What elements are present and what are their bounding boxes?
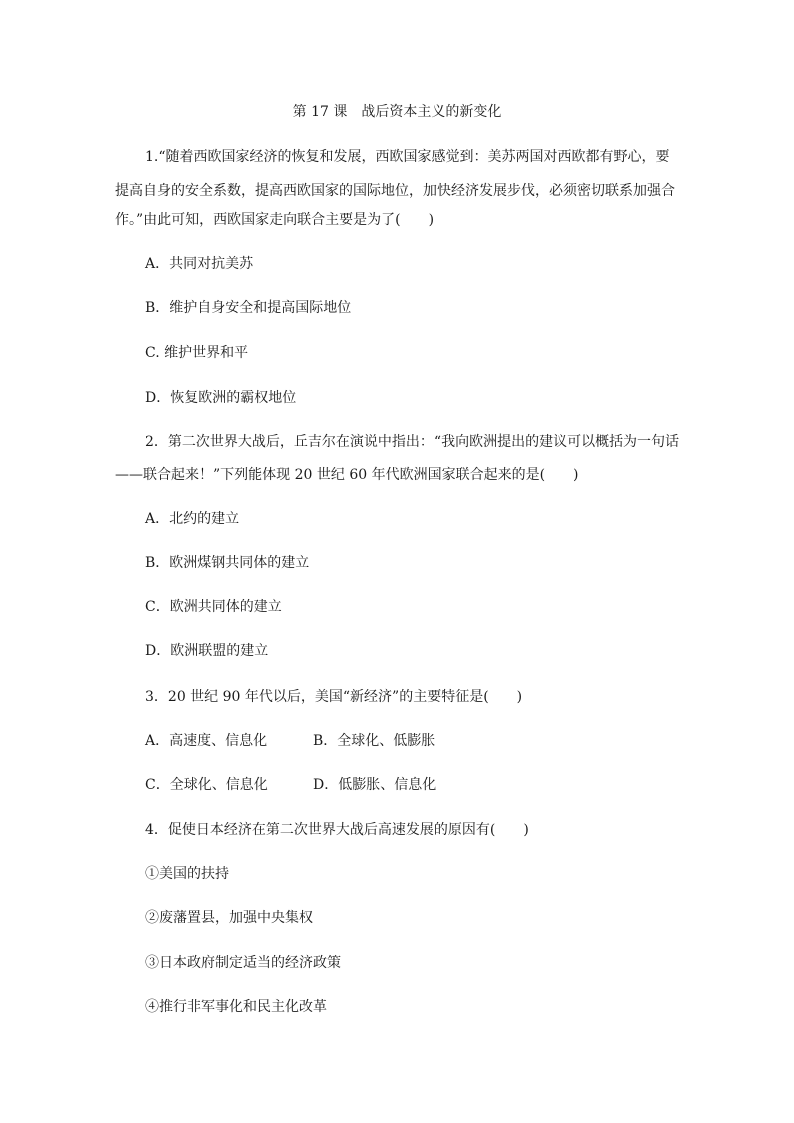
question-1-line-1: 1.“随着西欧国家经济的恢复和发展，西欧国家感觉到：美苏两国对西欧都有野心，要 — [145, 149, 670, 165]
question-4-item-1: ①美国的扶持 — [145, 866, 229, 882]
question-2-option-d: D．欧洲联盟的建立 — [145, 643, 269, 659]
question-1-line-2: 提高自身的安全系数，提高西欧国家的国际地位，加快经济发展步伐，必须密切联系加强合 — [115, 183, 675, 199]
question-3-line-1: 3．20 世纪 90 年代以后，美国“新经济”的主要特征是( ) — [145, 689, 523, 705]
question-4-item-2: ②废藩置县，加强中央集权 — [145, 910, 313, 926]
question-1-option-a: A．共同对抗美苏 — [145, 256, 254, 272]
question-2-line-1: 2．第二次世界大战后，丘吉尔在演说中指出：“我向欧洲提出的建议可以概括为一句话 — [145, 434, 680, 450]
question-4-item-4: ④推行非军事化和民主化改革 — [145, 999, 327, 1015]
question-2-option-a: A．北约的建立 — [145, 511, 240, 527]
question-2-option-b: B．欧洲煤钢共同体的建立 — [145, 555, 310, 571]
question-1-line-3: 作。”由此可知，西欧国家走向联合主要是为了( ) — [115, 212, 435, 228]
question-3-option-b: B．全球化、低膨胀 — [313, 733, 436, 749]
question-3-option-a: A．高速度、信息化 — [145, 733, 268, 749]
question-1-option-c: C. 维护世界和平 — [145, 345, 249, 361]
question-1-option-b: B．维护自身安全和提高国际地位 — [145, 300, 352, 316]
question-4-line-1: 4．促使日本经济在第二次世界大战后高速发展的原因有( ) — [145, 822, 529, 838]
question-2-option-c: C．欧洲共同体的建立 — [145, 599, 282, 615]
question-2-line-2: ——联合起来！”下列能体现 20 世纪 60 年代欧洲国家联合起来的是( ) — [115, 467, 579, 483]
question-3-option-c: C．全球化、信息化 — [145, 777, 268, 793]
page-title: 第 17 课 战后资本主义的新变化 — [292, 104, 502, 120]
question-1-option-d: D．恢复欧洲的霸权地位 — [145, 390, 297, 406]
question-3-option-d: D．低膨胀、信息化 — [313, 777, 437, 793]
question-4-item-3: ③日本政府制定适当的经济政策 — [145, 955, 341, 971]
